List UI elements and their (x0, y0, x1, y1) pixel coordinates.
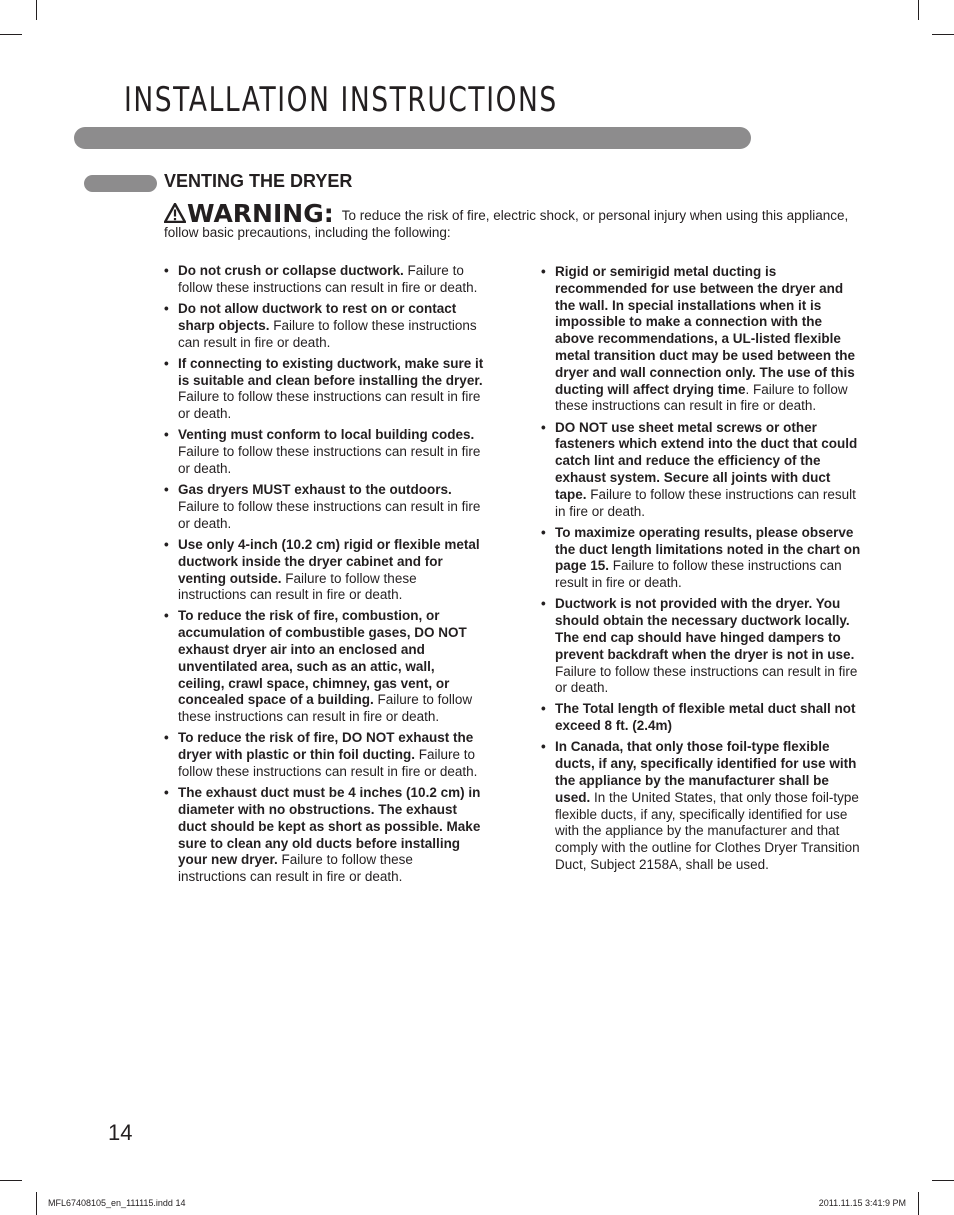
bullet-item (541, 525, 861, 592)
crop-mark (932, 34, 954, 35)
crop-mark (918, 1192, 919, 1215)
bullet-item (164, 730, 484, 780)
bullet-bold-text: Ductwork is not provided with the dryer. You should obtain the necessary ductwork locally. The end cap should have hinged dampers to prevent backdraft when the dryer is not in use. (555, 596, 855, 662)
section-title: VENTING THE DRYER (164, 171, 353, 191)
bullet-bold-text: If connecting to existing ductwork, make sure it is suitable and clean before installing the dryer. (178, 355, 484, 388)
bullet-bold-text: Gas dryers MUST exhaust to the outdoors. (178, 482, 452, 498)
bullet-icon: • (164, 355, 169, 371)
crop-mark (918, 0, 919, 20)
bullet-icon: • (541, 701, 546, 717)
bullet-icon: • (541, 596, 546, 612)
right-column (541, 264, 861, 878)
warning-heading (164, 199, 334, 228)
bullet-icon: • (164, 730, 169, 746)
bullet-bold-text: Rigid or semirigid metal ducting is recommended for use between the dryer and the wall. In special installations when it is impossible to make a connection with the above recommendations, a UL-listed flexible metal transition duct may be used between the dryer and wall connection only. The use of this ducting will affect drying time (555, 264, 856, 397)
bullet-normal-text: In the United States, that only those foil-type flexible ducts, if any, specifically identified for use with the appliance by the manufacturer and that comply with the outline for Clothes Dryer Transition Duct, Subject 2158A, shall be used. (555, 789, 860, 873)
bullet-normal-text: Failure to follow these instructions can result in fire or death. (178, 389, 481, 422)
bullet-normal-text: Failure to follow these instructions can result in fire or death. (555, 558, 842, 591)
bullet-normal-text: Failure to follow these instructions can result in fire or death. (178, 692, 473, 725)
bullet-bold-text: Do not allow ductwork to rest on or contact sharp objects. (178, 300, 457, 333)
bullet-bold-text: To reduce the risk of fire, combustion, or accumulation of combustible gases, DO NOT exhaust dryer air into an enclosed and unventilated area, such as an attic, wall, ceiling, crawl space, chimney, gas vent, or concealed space of a building. (178, 608, 467, 708)
bullet-normal-text: Failure to follow these instructions can result in fire or death. (178, 852, 413, 885)
bullet-bold-text: DO NOT use sheet metal screws or other fasteners which extend into the duct that could catch lint and reduce the efficiency of the exhaust system. Secure all joints with duct tape. (555, 419, 858, 502)
left-column (164, 263, 484, 890)
bullet-normal-text: Failure to follow these instructions can result in fire or death. (178, 317, 477, 350)
warning-triangle-icon (164, 203, 186, 223)
bullet-item (164, 482, 484, 532)
bullet-normal-text: Failure to follow these instructions can result in fire or death. (178, 444, 481, 476)
footer-timestamp: 2011.11.15 3:41:9 PM (818, 1198, 906, 1208)
warning-text: To reduce the risk of fire, electric shock, or personal injury when using this appliance, follow basic precautions, including the following: (164, 208, 849, 240)
bullet-item (164, 356, 484, 423)
bullet-icon: • (164, 300, 169, 316)
crop-mark (0, 1180, 22, 1181)
bullet-item (164, 785, 484, 886)
bullet-bold-text: Venting must conform to local building codes. (178, 427, 475, 443)
bullet-icon: • (164, 482, 169, 498)
footer-file: MFL67408105_en_111115.indd 14 (48, 1198, 186, 1208)
crop-mark (932, 1180, 954, 1181)
bullet-icon: • (541, 264, 546, 279)
bullet-normal-text: Failure to follow these instructions can result in fire or death. (555, 486, 856, 519)
header-bar (74, 127, 751, 149)
bullet-item (541, 701, 861, 735)
section-pill (84, 175, 157, 192)
bullet-bold-text: The Total length of flexible metal duct shall not exceed 8 ft. (2.4m) (555, 701, 856, 734)
page-title: INSTALLATION INSTRUCTIONS (124, 80, 558, 120)
left-bullet-list (164, 263, 484, 886)
crop-mark (36, 1192, 37, 1215)
right-bullet-list (541, 264, 861, 874)
bullet-item (164, 537, 484, 604)
bullet-normal-text: Failure to follow these instructions can result in fire or death. (178, 747, 478, 780)
bullet-icon: • (541, 524, 546, 540)
crop-mark (36, 0, 37, 20)
page-number: 14 (108, 1120, 133, 1145)
bullet-item (164, 263, 484, 297)
bullet-icon: • (164, 536, 169, 552)
bullet-item (164, 608, 484, 726)
bullet-item (164, 301, 484, 351)
crop-mark (0, 34, 22, 35)
bullet-icon: • (541, 419, 546, 435)
bullet-normal-text: . Failure to follow these instructions can result in fire or death. (555, 381, 848, 414)
bullet-bold-text: The exhaust duct must be 4 inches (10.2 cm) in diameter with no obstructions. The exhaust duct should be kept as short as possible. Make sure to clean any old ducts before installing your new dryer. (178, 785, 481, 868)
bullet-normal-text: Failure to follow these instructions can result in fire or death. (178, 263, 478, 295)
bullet-icon: • (164, 785, 169, 801)
warning-block (164, 199, 854, 241)
bullet-bold-text: Use only 4-inch (10.2 cm) rigid or flexible metal ductwork inside the dryer cabinet and for venting outside. (178, 536, 480, 586)
bullet-bold-text: Do not crush or collapse ductwork. (178, 263, 404, 278)
bullet-item (541, 739, 861, 873)
bullet-item (541, 420, 861, 521)
bullet-normal-text: Failure to follow these instructions can result in fire or death. (555, 663, 858, 696)
bullet-icon: • (164, 608, 169, 624)
bullet-normal-text: Failure to follow these instructions can result in fire or death. (178, 498, 481, 531)
bullet-bold-text: To reduce the risk of fire, DO NOT exhaust the dryer with plastic or thin foil ducting. (178, 730, 474, 763)
bullet-bold-text: In Canada, that only those foil-type flexible ducts, if any, specifically identified for use with the appliance by the manufacturer shall be used. (555, 739, 857, 805)
bullet-icon: • (164, 263, 169, 278)
bullet-icon: • (541, 739, 546, 755)
warning-label: WARNING: (187, 199, 334, 228)
bullet-icon: • (164, 427, 169, 443)
bullet-normal-text: Failure to follow these instructions can result in fire or death. (178, 570, 417, 603)
bullet-bold-text: To maximize operating results, please observe the duct length limitations noted in the chart on page 15. (555, 524, 861, 574)
bullet-item (541, 596, 861, 697)
bullet-item (541, 264, 861, 415)
bullet-item (164, 427, 484, 477)
